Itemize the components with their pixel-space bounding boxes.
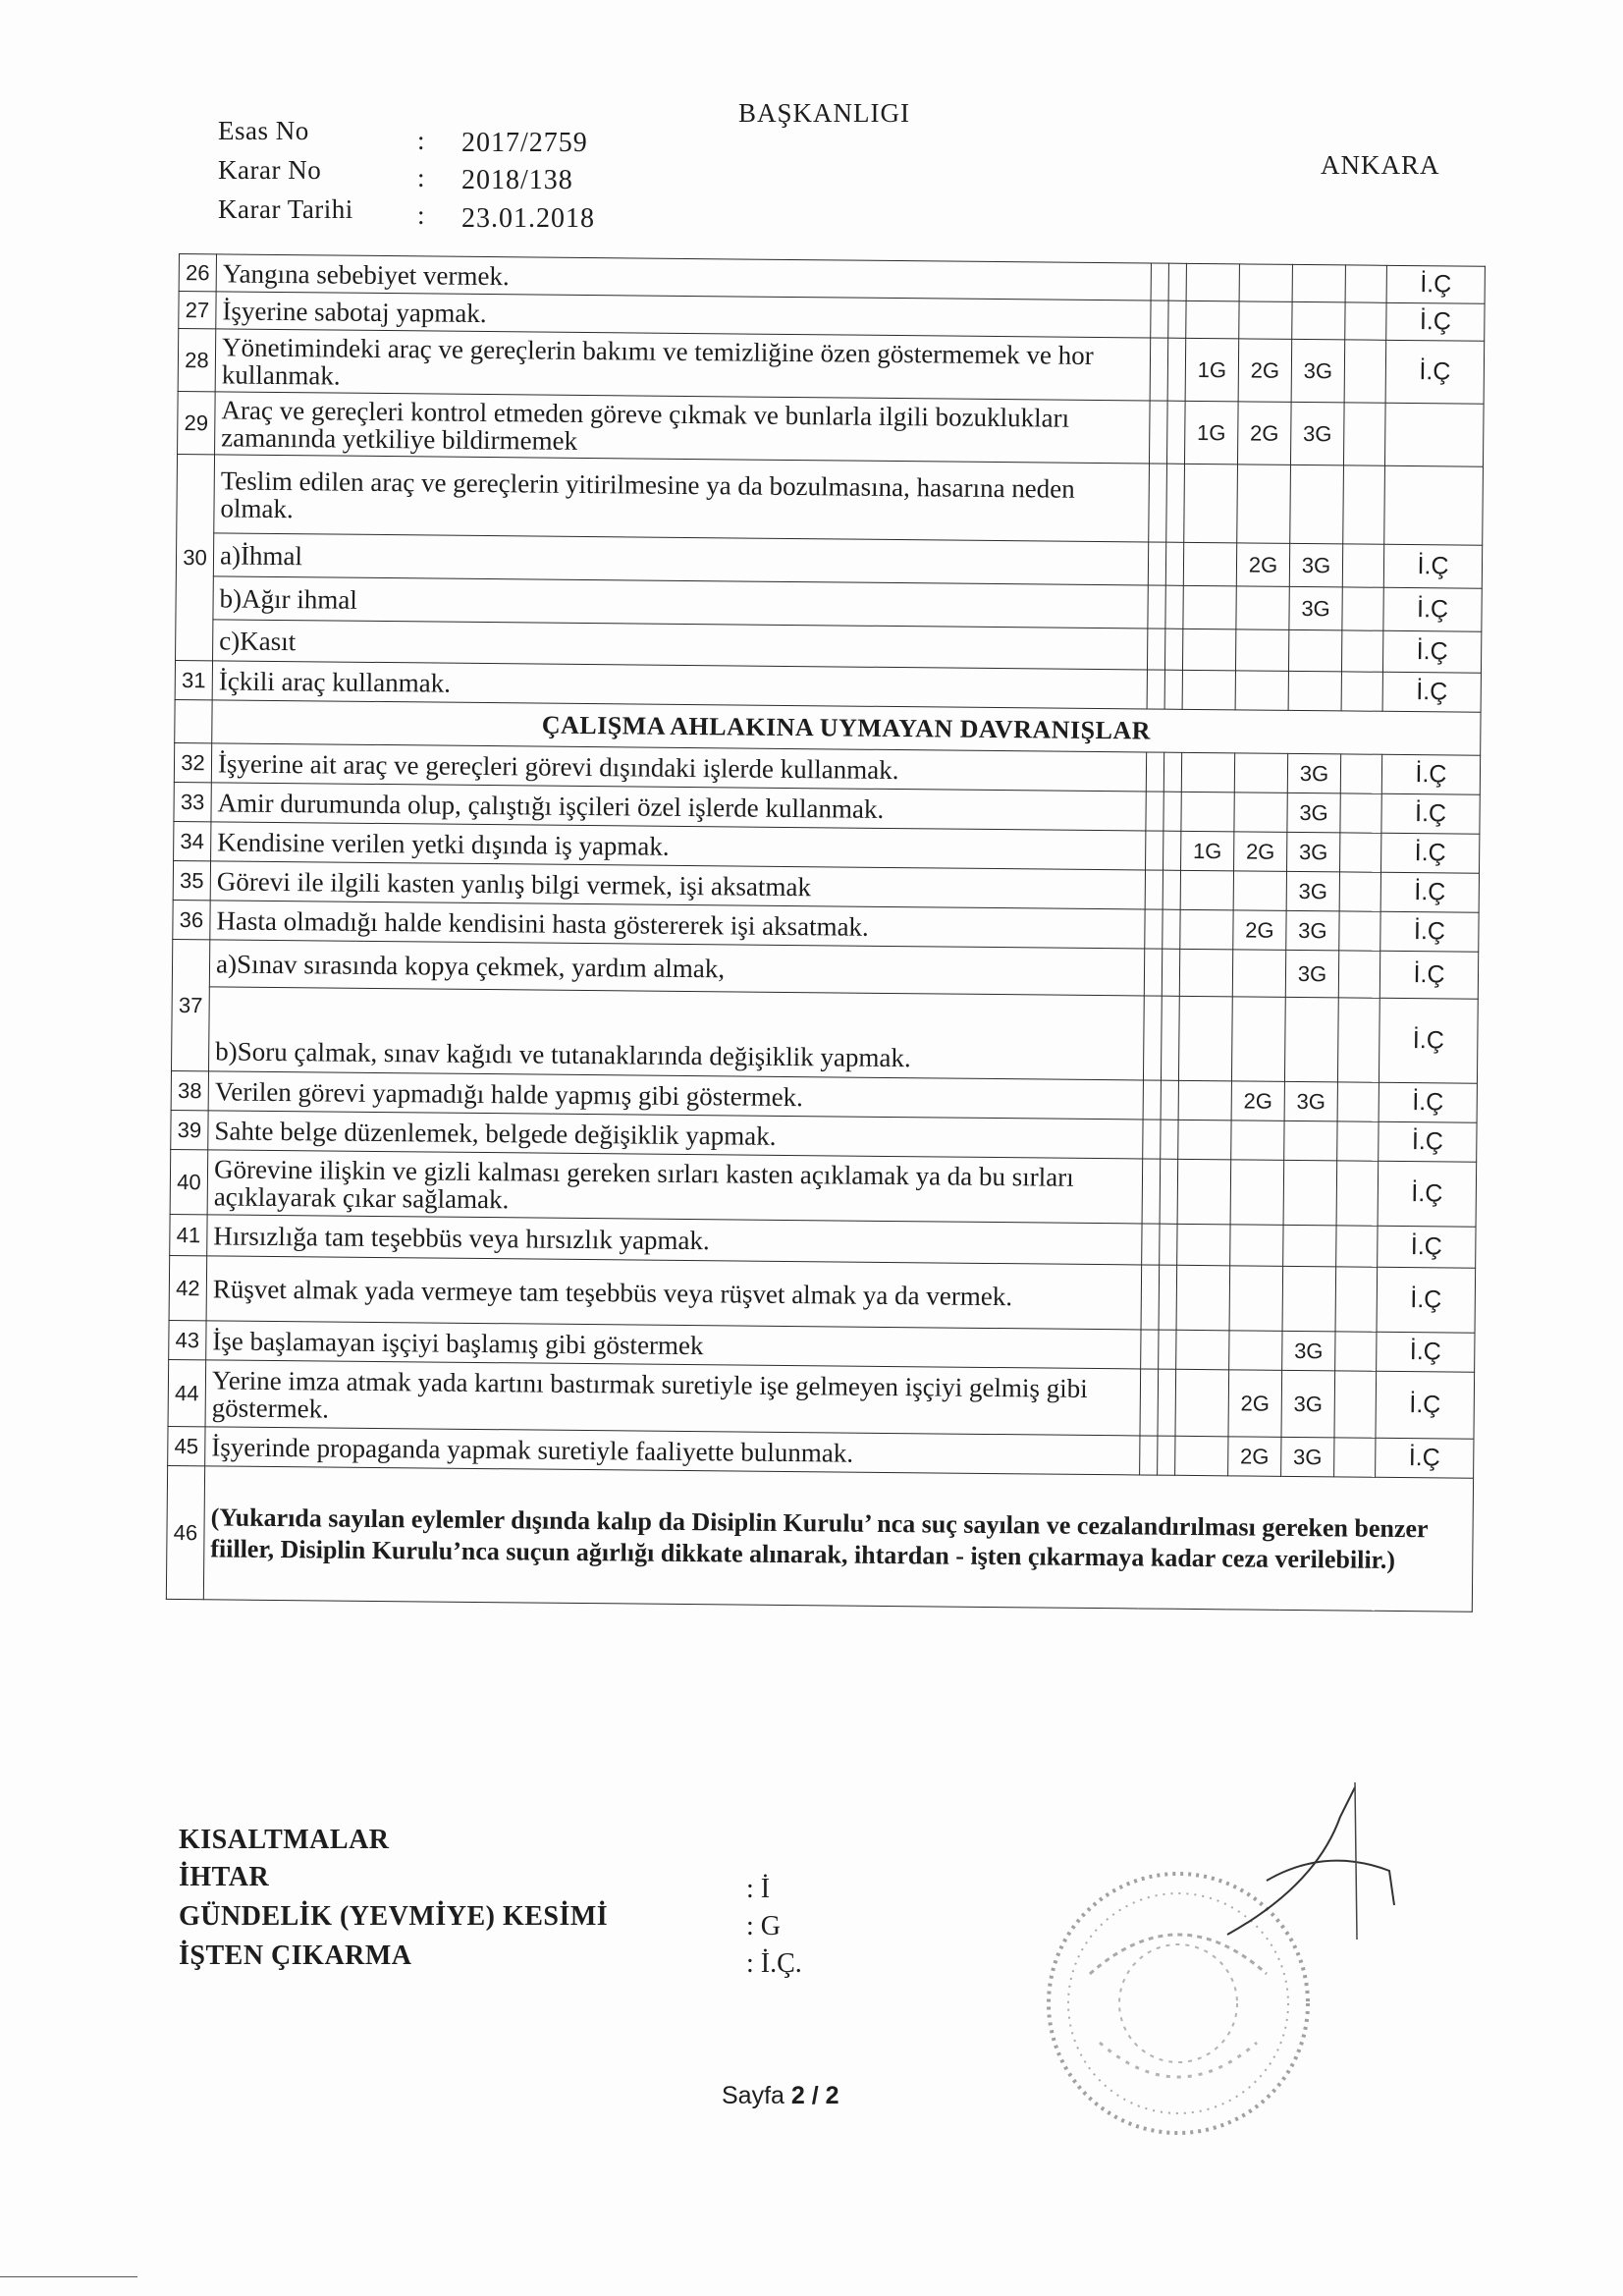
dismissal-mark: İ.Ç: [1381, 833, 1480, 873]
row-number: 30: [176, 454, 215, 660]
row-number: 43: [169, 1320, 206, 1359]
city-heading: ANKARA: [1321, 150, 1440, 180]
row-number: 40: [170, 1149, 208, 1214]
daily-wage-cut-3: 3G: [1287, 832, 1340, 872]
daily-wage-cut-3: 3G: [1290, 402, 1344, 465]
daily-wage-cut-1: 1G: [1185, 338, 1239, 402]
dismissal-mark: İ.Ç: [1381, 754, 1480, 794]
dismissal-mark: İ.Ç: [1383, 587, 1482, 631]
offense-text: Yangına sebebiyet vermek.: [216, 254, 1151, 301]
table-row: [168, 1359, 1475, 1439]
scan-edge-line: [0, 2276, 137, 2277]
offense-text: Teslim edilen araç ve gereçlerin yitirilmesine ya da bozulmasına, hasarına neden olmak.: [214, 455, 1150, 542]
offense-text: İşe başlamayan işçiyi başlamış gibi göstermek: [206, 1321, 1141, 1369]
abbreviation-value: : İ.Ç.: [746, 1948, 802, 1979]
dismissal-mark: İ.Ç: [1381, 793, 1480, 834]
page-value: 2 / 2: [790, 2082, 839, 2109]
page-prefix: Sayfa: [722, 2082, 791, 2109]
case-number-label: Esas No: [218, 116, 309, 145]
daily-wage-cut-3: 3G: [1285, 950, 1338, 998]
daily-wage-cut-3: 3G: [1289, 586, 1342, 630]
dismissal-mark: İ.Ç: [1378, 1226, 1476, 1268]
offense-text: Yerine imza atmak yada kartını bastırmak suretiyle işe gelmeyen işçiyi gelmiş gibi göstermek.: [205, 1360, 1141, 1436]
dismissal-mark: İ.Ç: [1376, 1371, 1475, 1439]
dismissal-mark: İ.Ç: [1379, 1082, 1477, 1122]
offense-text: Hırsızlığa tam teşebbüs veya hırsızlık yapmak.: [207, 1215, 1142, 1265]
row-number: 42: [169, 1255, 207, 1320]
decision-number-value: 2018/138: [461, 165, 573, 195]
daily-wage-cut-2: 2G: [1233, 910, 1286, 951]
dismissal-mark: İ.Ç: [1380, 872, 1479, 912]
daily-wage-cut-2: 2G: [1238, 339, 1292, 403]
daily-wage-cut-1: 1G: [1184, 401, 1238, 465]
offense-text: İşyerine ait araç ve gereçleri görevi dışındaki işlerde kullanmak.: [211, 743, 1146, 792]
daily-wage-cut-3: 3G: [1291, 339, 1345, 403]
offense-text: Yönetimindeki araç ve gereçlerin bakımı ve temizliğine özen göstermemek ve hor kullanmak.: [215, 329, 1151, 401]
dismissal-mark: İ.Ç: [1376, 1438, 1474, 1478]
dismissal-mark: İ.Ç: [1379, 1121, 1477, 1162]
row-number: 28: [178, 329, 216, 392]
dismissal-mark: İ.Ç: [1386, 302, 1485, 341]
daily-wage-cut-2: 2G: [1236, 543, 1289, 587]
daily-wage-cut-2: 2G: [1231, 1081, 1284, 1121]
offense-subitem: a)Sınav sırasında kopya çekmek, yardım almak,: [209, 940, 1144, 996]
dismissal-mark: İ.Ç: [1383, 544, 1482, 588]
penalty-table: [166, 253, 1486, 1613]
offense-text: Sahte belge düzenlemek, belgede değişiklik yapmak.: [208, 1111, 1143, 1159]
row-number: 32: [174, 742, 211, 782]
daily-wage-cut-3: 3G: [1281, 1370, 1335, 1438]
dismissal-mark: İ.Ç: [1382, 630, 1481, 673]
row-number: 27: [179, 292, 216, 329]
institution-heading: BAŞKANLIGI: [738, 98, 910, 128]
decision-date-label: Karar Tarihi: [218, 194, 353, 224]
abbreviation-label: İŞTEN ÇIKARMA: [179, 1941, 412, 1971]
offense-subitem: c)Kasıt: [213, 620, 1148, 670]
offense-text: Araç ve gereçleri kontrol etmeden göreve çıkmak ve bunlarla ilgili bozuklukları zamanında yetkiliye bildirmemek: [215, 392, 1151, 464]
abbreviation-value: : İ: [746, 1874, 771, 1904]
row-number: 45: [168, 1426, 205, 1465]
abbreviation-label: GÜNDELİK (YEVMİYE) KESİMİ: [179, 1901, 609, 1932]
case-number-value: 2017/2759: [461, 128, 588, 158]
row-number: 44: [168, 1359, 206, 1426]
dismissal-mark: İ.Ç: [1380, 911, 1479, 952]
row-number: 29: [178, 391, 216, 454]
row-number: 46: [166, 1465, 204, 1599]
offense-text: Görevi ile ilgili kasten yanlış bilgi vermek, işi aksatmak: [210, 861, 1145, 909]
row-number: 31: [175, 660, 212, 699]
decision-date-value: 23.01.2018: [461, 203, 595, 234]
daily-wage-cut-2: 2G: [1237, 402, 1291, 465]
offense-text: Hasta olmadığı halde kendisini hasta göstererek işi aksatmak.: [210, 901, 1145, 949]
colon: :: [417, 126, 425, 155]
decision-number-label: Karar No: [218, 155, 322, 185]
colon: :: [417, 200, 425, 230]
daily-wage-cut-2: 2G: [1228, 1370, 1282, 1438]
offense-text: Rüşvet almak yada vermeye tam teşebbüs veya rüşvet almak ya da vermek.: [206, 1256, 1142, 1330]
row-number: 33: [174, 782, 211, 821]
offense-text: İçkili araç kullanmak.: [212, 661, 1147, 709]
abbreviation-value: : G: [746, 1911, 781, 1941]
abbreviations-title: KISALTMALAR: [179, 1825, 390, 1855]
daily-wage-cut-1: 1G: [1181, 831, 1234, 871]
daily-wage-cut-2: 2G: [1228, 1437, 1281, 1477]
daily-wage-cut-2: 2G: [1234, 832, 1287, 872]
offense-subitem: b)Ağır ihmal: [213, 576, 1148, 629]
dismissal-mark: İ.Ç: [1377, 1332, 1475, 1372]
dismissal-mark: İ.Ç: [1378, 1161, 1477, 1227]
daily-wage-cut-3: 3G: [1287, 793, 1340, 833]
offense-text: Verilen görevi yapmadığı halde yapmış gibi göstermek.: [208, 1071, 1143, 1120]
dismissal-mark: İ.Ç: [1382, 672, 1481, 712]
row-number: 38: [171, 1070, 208, 1110]
daily-wage-cut-3: 3G: [1286, 871, 1339, 911]
table-row: [172, 986, 1479, 1083]
row-number: 26: [179, 254, 216, 292]
dismissal-mark: İ.Ç: [1385, 340, 1485, 404]
abbreviation-label: İHTAR: [179, 1862, 270, 1892]
offense-text: Kendisine verilen yetki dışında iş yapmak.: [211, 822, 1146, 870]
offense-subitem: a)İhmal: [213, 533, 1148, 585]
general-clause: (Yukarıda sayılan eylemler dışında kalıp da Disiplin Kurulu’ nca suç sayılan ve cezalandırılması gereken benzer fiiller, Disiplin Kurulu’nca suçun ağırlığı dikkate alınarak, ihtardan - işten çıkarmaya kadar ceza verilebilir.): [203, 1466, 1473, 1612]
daily-wage-cut-3: 3G: [1281, 1437, 1334, 1477]
daily-wage-cut-3: 3G: [1282, 1331, 1335, 1371]
row-number: 39: [171, 1110, 208, 1149]
dismissal-mark: İ.Ç: [1377, 1267, 1476, 1333]
dismissal-mark: İ.Ç: [1380, 951, 1478, 999]
offense-subitem: b)Soru çalmak, sınav kağıdı ve tutanaklarında değişiklik yapmak.: [209, 987, 1145, 1080]
offense-text: Görevine ilişkin ve gizli kalması gereken sırları kasten açıklamak ya da bu sırları açıklayarak çıkar sağlamak.: [207, 1150, 1143, 1224]
row-number: 34: [174, 821, 211, 860]
signature: [1208, 1777, 1404, 1944]
dismissal-mark: İ.Ç: [1379, 998, 1478, 1083]
row-number: 41: [170, 1214, 207, 1255]
daily-wage-cut-3: 3G: [1284, 1081, 1337, 1121]
table-row: [177, 454, 1484, 545]
page-number: [722, 2082, 839, 2110]
colon: :: [417, 163, 425, 192]
row-number: 35: [173, 860, 210, 900]
row-number: 37: [172, 939, 210, 1070]
offense-text: Amir durumunda olup, çalıştığı işçileri özel işlerde kullanmak.: [211, 783, 1146, 831]
daily-wage-cut-3: 3G: [1287, 753, 1340, 793]
offense-text: İşyerine sabotaj yapmak.: [216, 292, 1151, 338]
daily-wage-cut-3: 3G: [1286, 910, 1339, 951]
dismissal-mark: İ.Ç: [1386, 265, 1485, 303]
row-number: 36: [173, 900, 210, 939]
table-row: [166, 1465, 1473, 1612]
daily-wage-cut-3: 3G: [1289, 543, 1342, 587]
section-heading: ÇALIŞMA AHLAKINA UYMAYAN DAVRANIŞLAR: [212, 700, 1481, 755]
offense-text: İşyerinde propaganda yapmak suretiyle faaliyette bulunmak.: [205, 1427, 1140, 1475]
